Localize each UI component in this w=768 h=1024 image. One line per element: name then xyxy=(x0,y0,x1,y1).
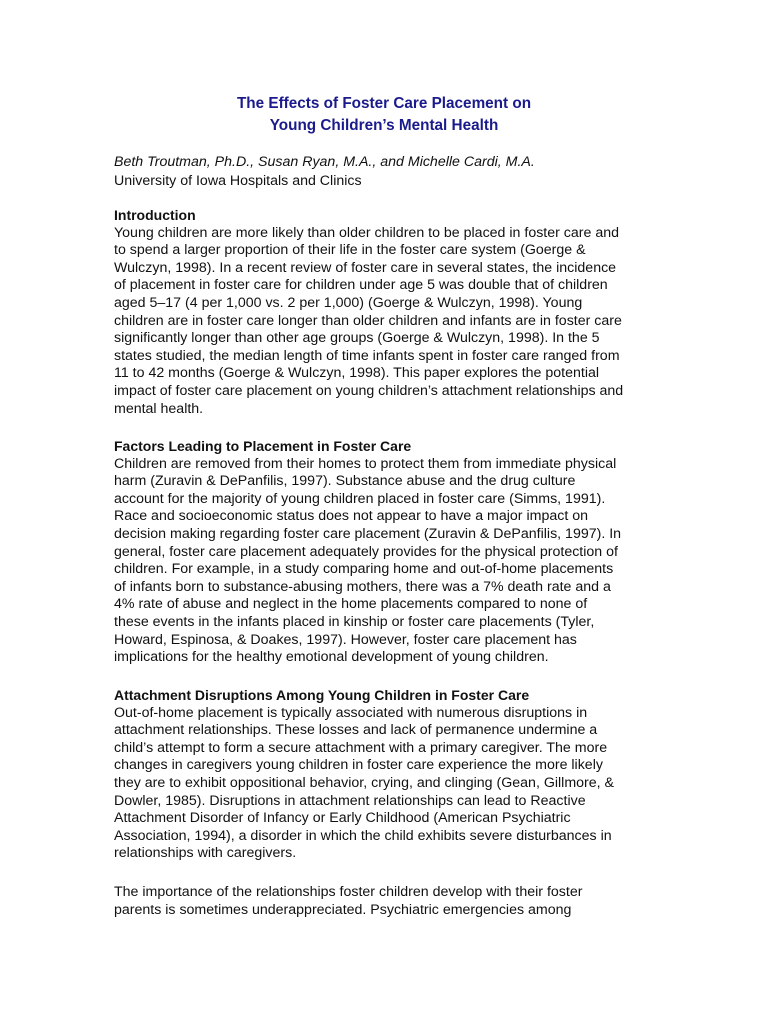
paragraph-line: Howard, Espinosa, & Doakes, 1997). However, foster care placement has xyxy=(114,631,577,648)
section-heading: Attachment Disruptions Among Young Children in Foster Care xyxy=(114,687,530,703)
section-heading: Introduction xyxy=(114,207,196,223)
section-heading: Factors Leading to Placement in Foster Care xyxy=(114,438,412,454)
section-introduction xyxy=(114,207,674,418)
paragraph-line: Dowler, 1985). Disruptions in attachment relationships can lead to Reactive xyxy=(114,792,586,809)
paragraph-line: changes in caregivers young children in foster care experience the more likely xyxy=(114,757,603,774)
paragraph-line: aged 5–17 (4 per 1,000 vs. 2 per 1,000) (Goerge & Wulczyn, 1998). Young xyxy=(114,294,583,311)
paragraph-line: Young children are more likely than older children to be placed in foster care and xyxy=(114,224,620,241)
paragraph-line: general, foster care placement adequately provides for the physical protection of xyxy=(114,543,618,560)
affiliation: University of Iowa Hospitals and Clinics xyxy=(114,173,362,189)
paragraph-line: child’s attempt to form a secure attachment with a primary caregiver. The more xyxy=(114,739,608,756)
paragraph-line: 11 to 42 months (Goerge & Wulczyn, 1998). This paper explores the potential xyxy=(114,365,600,382)
paragraph-line: relationships with caregivers. xyxy=(114,845,297,862)
paragraph-line: of placement in foster care for children under age 5 was double that of children xyxy=(114,277,608,294)
paragraph-line: to spend a larger proportion of their life in the foster care system (Goerge & xyxy=(114,242,586,259)
document-title xyxy=(0,93,768,137)
paragraph-line: decision making regarding foster care placement (Zuravin & DePanfilis, 1997). In xyxy=(114,525,622,542)
paragraph-line: parents is sometimes underappreciated. Psychiatric emergencies among xyxy=(114,901,572,918)
title-line-1: The Effects of Foster Care Placement on xyxy=(236,95,532,112)
paragraph-line: these events in the infants placed in kinship or foster care placements (Tyler, xyxy=(114,613,595,630)
paragraph-line: harm (Zuravin & DePanfilis, 1997). Substance abuse and the drug culture xyxy=(114,473,576,490)
paragraph-line: account for the majority of young children placed in foster care (Simms, 1991). xyxy=(114,490,606,507)
paragraph-line: significantly longer than other age groups (Goerge & Wulczyn, 1998). In the 5 xyxy=(114,330,600,347)
paragraph-line: Out-of-home placement is typically associated with numerous disruptions in xyxy=(114,704,588,721)
paragraph-line: Wulczyn, 1998). In a recent review of foster care in several states, the incidence xyxy=(114,259,617,276)
paragraph-line: they are to exhibit oppositional behavior, crying, and clinging (Gean, Gillmore, & xyxy=(114,774,614,791)
paragraph-line: Association, 1994), a disorder in which the child exhibits severe disturbances in xyxy=(114,827,612,844)
section-attachment-disruptions xyxy=(114,687,674,863)
paragraph-line: children. For example, in a study comparing home and out-of-home placements xyxy=(114,561,614,578)
title-line-2: Young Children’s Mental Health xyxy=(269,117,499,134)
paragraph-line: Race and socioeconomic status does not appear to have a major impact on xyxy=(114,508,588,525)
paragraph-line: states studied, the median length of time infants spent in foster care ranged from xyxy=(114,347,620,364)
paragraph-line: of infants born to substance-abusing mothers, there was a 7% death rate and a xyxy=(114,578,611,595)
paragraph-line: 4% rate of abuse and neglect in the home placements compared to none of xyxy=(114,596,588,613)
paragraph-line: attachment relationships. These losses and lack of permanence undermine a xyxy=(114,722,598,739)
paragraph-line: mental health. xyxy=(114,400,204,417)
paragraph-line: children are in foster care longer than older children and infants are in foster care xyxy=(114,312,622,329)
paragraph-line: impact of foster care placement on young children’s attachment relationships and xyxy=(114,382,624,399)
paragraph-line: The importance of the relationships foster children develop with their foster xyxy=(114,884,583,900)
section-foster-parent-relationships xyxy=(114,884,674,919)
author-list: Beth Troutman, Ph.D., Susan Ryan, M.A., and Michelle Cardi, M.A. xyxy=(114,154,535,170)
paragraph-line: Attachment Disorder of Infancy or Early Childhood (American Psychiatric xyxy=(114,810,571,827)
paragraph-line: implications for the healthy emotional development of young children. xyxy=(114,649,549,666)
section-factors-leading-to-placement xyxy=(114,438,674,667)
paragraph-line: Children are removed from their homes to protect them from immediate physical xyxy=(114,455,617,472)
